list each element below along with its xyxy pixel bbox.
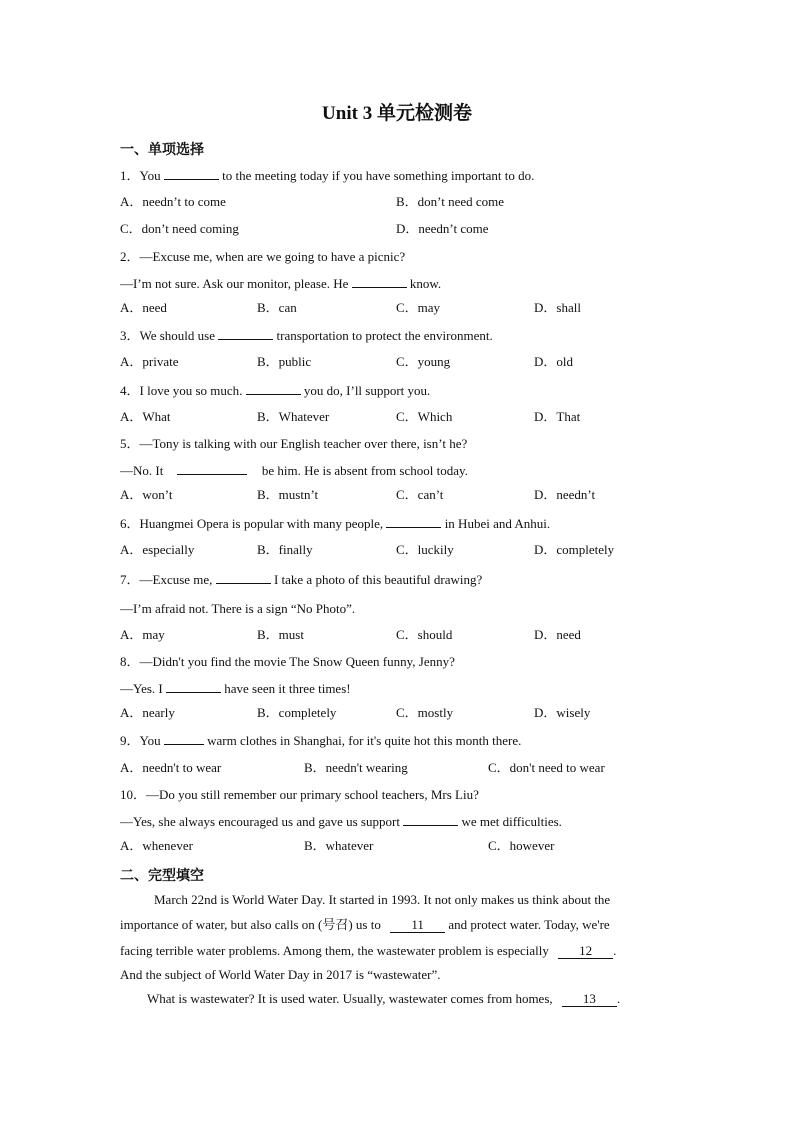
question-2-line-2: [120, 275, 441, 292]
section-heading-cloze: 二、完型填空: [120, 868, 204, 884]
question-2-option-a: A．need: [120, 300, 167, 315]
question-4-option-a: A．What: [120, 409, 171, 424]
question-9-stem-start: 9．You: [120, 733, 164, 748]
question-4-stem-start: 4．I love you so much.: [120, 383, 246, 398]
question-2-option-d: D．shall: [534, 300, 581, 315]
question-9: [120, 732, 521, 749]
question-8-option-a: A．nearly: [120, 705, 175, 720]
cloze-text: importance of water, but also calls on (号召) us to: [120, 917, 385, 932]
question-2-line-1: 2．—Excuse me, when are we going to have a picnic?: [120, 249, 406, 264]
question-7-stem-end: I take a photo of this beautiful drawing?: [270, 572, 483, 587]
cloze-text: What is wastewater? It is used water. Usually, wastewater comes from homes,: [147, 991, 556, 1006]
question-4-option-d: D．That: [534, 409, 581, 424]
question-3-option-d: D．old: [534, 354, 574, 369]
question-4-stem-end: you do, I’ll support you.: [300, 383, 431, 398]
cloze-blank-13: 13: [562, 992, 617, 1007]
answer-blank: [403, 813, 458, 826]
page-title: Unit 3 单元检测卷: [322, 103, 472, 124]
question-6-stem-end: in Hubei and Anhui.: [441, 516, 551, 531]
question-5-line-2: [120, 462, 468, 479]
question-10-stem-start: —Yes, she always encouraged us and gave us support: [120, 814, 404, 829]
question-1-stem-end: to the meeting today if you have something important to do.: [218, 168, 535, 183]
question-9-option-b: B．needn't wearing: [304, 760, 408, 775]
question-2-option-c: C．may: [396, 300, 441, 315]
question-3-option-c: C．young: [396, 354, 451, 369]
cloze-paragraph-1-line-1: March 22nd is World Water Day. It started in 1993. It not only makes us think about the: [154, 892, 611, 907]
cloze-blank-11: 11: [390, 918, 445, 933]
question-4-option-b: B．Whatever: [257, 409, 330, 424]
cloze-blank-12: 12: [558, 944, 613, 959]
question-8-stem-end: have seen it three times!: [221, 681, 351, 696]
question-7-option-b: B．must: [257, 627, 304, 642]
question-8-stem-start: —Yes. I: [120, 681, 166, 696]
question-10-option-c: C．however: [488, 838, 555, 853]
cloze-paragraph-1-line-2: [120, 917, 652, 933]
answer-blank: [218, 327, 273, 340]
question-9-option-a: A．needn't to wear: [120, 760, 222, 775]
question-7-line-1: [120, 571, 482, 588]
question-8-option-d: D．wisely: [534, 705, 591, 720]
answer-blank: [216, 571, 271, 584]
section-heading-single-choice: 一、单项选择: [120, 142, 204, 158]
question-5-line-1: 5．—Tony is talking with our English teacher over there, isn’t he?: [120, 436, 468, 451]
question-5-stem-start: —No. It: [120, 463, 167, 478]
cloze-text: .: [616, 991, 621, 1006]
question-2-option-b: B．can: [257, 300, 297, 315]
question-1-option-a: A．needn’t to come: [120, 194, 226, 209]
question-8-option-b: B．completely: [257, 705, 337, 720]
question-6-stem-start: 6．Huangmei Opera is popular with many people,: [120, 516, 387, 531]
question-3-option-b: B．public: [257, 354, 312, 369]
question-6-option-b: B．finally: [257, 542, 313, 557]
question-7-option-c: C．should: [396, 627, 453, 642]
question-9-option-c: C．don't need to wear: [488, 760, 605, 775]
cloze-text: .: [613, 943, 617, 958]
cloze-paragraph-2-line-1: [120, 991, 652, 1007]
question-10-stem-end: we met difficulties.: [458, 814, 562, 829]
answer-blank: [352, 275, 407, 288]
question-1: [120, 167, 534, 184]
question-2-stem-end: know.: [406, 276, 442, 291]
question-2-stem-start: —I’m not sure. Ask our monitor, please. He: [120, 276, 352, 291]
answer-blank: [166, 680, 221, 693]
question-1-stem-start: 1．You: [120, 168, 164, 183]
answer-blank: [177, 462, 247, 475]
cloze-paragraph-1-line-3: [120, 943, 652, 959]
cloze-text: and protect water. Today, we're: [445, 917, 610, 932]
question-8-line-2: [120, 680, 351, 697]
answer-blank: [164, 167, 219, 180]
question-6-option-a: A．especially: [120, 542, 195, 557]
question-7-line-2: —I’m afraid not. There is a sign “No Photo”.: [120, 601, 356, 616]
question-5-option-d: D．needn’t: [534, 487, 596, 502]
question-9-stem-end: warm clothes in Shanghai, for it's quite hot this month there.: [203, 733, 522, 748]
question-4-option-c: C．Which: [396, 409, 453, 424]
question-10-option-a: A．whenever: [120, 838, 193, 853]
question-5-option-b: B．mustn’t: [257, 487, 319, 502]
cloze-paragraph-1-line-4: And the subject of World Water Day in 2017 is “wastewater”.: [120, 967, 441, 982]
question-3-option-a: A．private: [120, 354, 179, 369]
question-7-option-a: A．may: [120, 627, 165, 642]
question-4: [120, 382, 430, 399]
answer-blank: [386, 515, 441, 528]
question-7-option-d: D．need: [534, 627, 581, 642]
question-5-option-a: A．won’t: [120, 487, 173, 502]
question-5-stem-end: be him. He is absent from school today.: [258, 463, 468, 478]
question-6-option-c: C．luckily: [396, 542, 454, 557]
answer-blank: [164, 732, 204, 745]
question-6: [120, 515, 550, 532]
answer-blank: [246, 382, 301, 395]
question-7-stem-start: 7．—Excuse me,: [120, 572, 216, 587]
question-8-line-1: 8．—Didn't you find the movie The Snow Queen funny, Jenny?: [120, 654, 455, 669]
question-10-option-b: B．whatever: [304, 838, 374, 853]
question-1-option-c: C．don’t need coming: [120, 221, 239, 236]
question-3-stem-end: transportation to protect the environment.: [273, 328, 493, 343]
question-3: [120, 327, 493, 344]
question-5-option-c: C．can’t: [396, 487, 444, 502]
question-10-line-1: 10．—Do you still remember our primary school teachers, Mrs Liu?: [120, 787, 479, 802]
question-1-option-d: D．needn’t come: [396, 221, 489, 236]
question-1-option-b: B．don’t need come: [396, 194, 505, 209]
question-8-option-c: C．mostly: [396, 705, 454, 720]
cloze-text: facing terrible water problems. Among them, the wastewater problem is especially: [120, 943, 553, 958]
question-3-stem-start: 3．We should use: [120, 328, 219, 343]
question-6-option-d: D．completely: [534, 542, 615, 557]
question-10-line-2: [120, 813, 562, 830]
